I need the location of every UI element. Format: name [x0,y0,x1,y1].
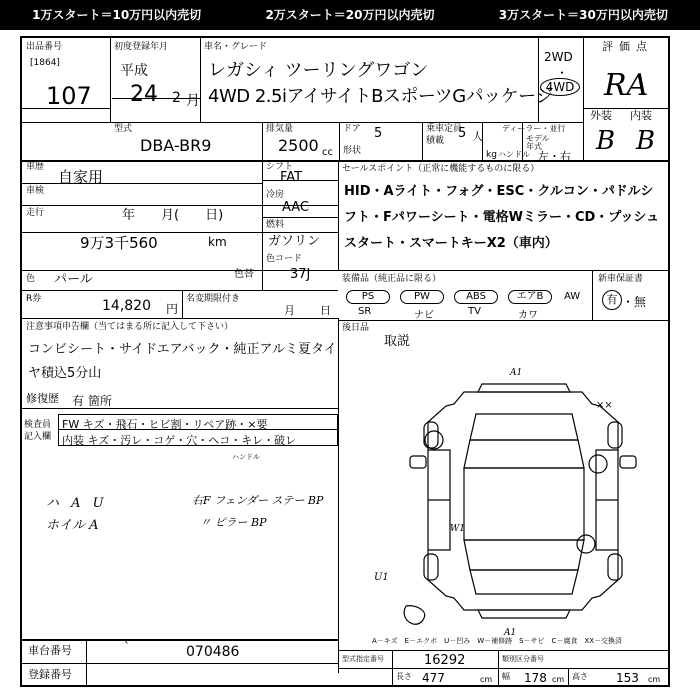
sales-point-line-1: HID・Aライト・フォグ・ESC・クルコン・パドルシ [344,184,654,199]
name-change-month: 月 [284,304,295,317]
color-value: パール [54,272,93,287]
sales-point-line-3: スタート・スマートキーX2（車内） [344,236,558,251]
damage-mark-a1-bottom: A1 [504,628,517,638]
recycle-value: 14,820 [102,298,151,314]
repair-value: 有 [72,394,85,408]
height-unit: cm [648,675,661,684]
width-unit: cm [552,675,565,684]
lot-sub: [1864] [30,58,60,68]
length-label: 長さ [396,672,412,681]
handwritten-note-b: ホイル A [46,518,99,533]
sales-point-label: セールスポイント（正常に機能するものに限る） [342,164,540,174]
checker-handle-note: ハンドル [232,453,260,461]
after-items-value: 取説 [384,334,411,349]
handwritten-note-a: ハ A U [46,496,108,511]
usage-value: 自家用 [58,168,104,186]
repair-unit: 箇所 [88,394,113,408]
type-number-value: 16292 [424,653,466,668]
interior-grade: B [636,126,656,156]
height-value: 153 [616,671,639,685]
doors-label: ドア [343,124,361,134]
color-label: 色 [26,274,36,284]
repair-label: 修復歴 [26,392,59,405]
after-items-label: 後日品 [342,323,370,333]
displacement-unit: cc [322,147,333,158]
equip-leather: カワ [518,310,538,321]
notes-label: 注意事項申告欄（当てはまる所に記入して下さい） [26,322,234,332]
checker-label-2: 記入欄 [24,432,52,442]
model-year-label: モデル [526,134,550,143]
drive-dot: ・ [556,66,569,80]
lot-number: 107 [46,82,92,110]
length-unit: cm [480,675,493,684]
mileage-label: 走行 [26,208,45,218]
displacement-label: 排気量 [266,124,294,134]
warranty-label: 新車保証書 [598,274,644,284]
registration-month: 2 [172,90,181,106]
handwritten-note-d: 〃 ピラー BP [200,516,267,529]
notes-line-2: ヤ積込5分山 [28,366,102,381]
exterior-grade: B [596,126,616,156]
length-value: 477 [422,671,445,685]
registration-month-unit: 月 [186,93,200,109]
class-number-label: 類別区分番号 [502,655,544,663]
damage-mark-a1-top: A1 [510,368,523,378]
notes-line-1: コンビシート・サイドエアバック・純正アルミ夏タイ [28,342,337,357]
shape-label: 形状 [343,146,362,156]
damage-mark-xx: ×× [596,400,613,411]
car-name: レガシィ ツーリングワゴン [208,60,429,81]
inspection-value: 年 月( 日) [122,208,224,223]
width-value: 178 [524,671,547,685]
handwritten-note-c: 右F フェンダー ステー BP [192,494,324,507]
load-unit: kg [486,150,497,160]
car-name-label: 車名・グレード [204,42,268,52]
equip-aw: AW [564,291,581,302]
grade-label: 評価点 [602,40,653,53]
warranty-yes-selected: 有 [602,290,622,310]
height-label: 高さ [572,672,588,681]
fuel-value: ガソリン [268,234,321,249]
recycle-label: R券 [26,294,42,304]
lot-label: 出品番号 [26,42,63,52]
color-code: 37J [290,267,311,282]
damage-diagram [394,370,654,630]
model-label: 型式 [114,124,133,134]
equip-pw: PW [400,290,444,304]
inspection-label: 車検 [26,186,45,196]
ac-value: AAC [282,200,309,215]
name-change-day: 日 [320,304,331,317]
year-label: 年式 [526,142,542,151]
banner-text-2: 2万スタート＝20万円以内売切 [265,8,435,22]
interior-label: 内装 [630,109,652,122]
dealer-label: ディーラー・並行 [502,124,566,133]
type-number-label: 型式指定番号 [342,655,384,663]
checker-label-1: 検査員 [24,420,52,430]
warranty-no: ・無 [622,295,647,309]
registration-year: 24 [130,82,158,107]
drive-4wd-selected: 4WD [540,78,580,96]
doors-value: 5 [374,126,383,141]
equip-tv: TV [468,306,481,317]
mileage-value: 9万3千560 [80,234,158,252]
equip-airbag: エアB [508,290,552,304]
banner-text-1: 1万スタート＝10万円以内売切 [32,8,202,22]
checker-row-interior: 内装 キズ・汚レ・コゲ・穴・ヘコ・キレ・破レ [62,434,297,447]
model-code: DBA-BR9 [140,136,212,155]
registration-label: 初度登録年月 [114,42,169,52]
checker-row-fw: FW キズ・飛石・ヒビ割・リペア跡・×要 [62,418,268,431]
capacity-unit: 人 [472,130,483,143]
fuel-label: 燃料 [266,220,285,230]
exterior-label: 外装 [590,109,612,122]
ac-label: 冷房 [266,190,285,200]
damage-legend: A－キズ E－エクボ U－凹み W－補修跡 S－サビ C－腐食 XX－交換済 [372,637,623,645]
name-change-label: 名変期限付き [186,294,241,304]
damage-mark-u1: U1 [374,572,389,583]
displacement-value: 2500 [278,136,319,155]
chassis-number: 070486 [186,644,240,660]
equip-ps: PS [346,290,390,304]
shift-value: FAT [280,170,303,185]
shift-label: シフト [266,162,294,172]
load-label: 積載 [426,136,445,146]
recycle-unit: 円 [166,302,179,316]
damage-mark-w1: W1 [450,524,465,534]
registration-era: 平成 [120,63,148,79]
color-code-label: 色コード [266,254,303,264]
mileage-unit: km [208,235,227,249]
width-label: 幅 [502,672,510,681]
chassis-label: 車台番号 [28,644,72,657]
capacity-value: 5 [458,126,467,141]
chassis-mark: ` [124,640,130,654]
handle-value: 左・右 [538,150,571,163]
grade-score: RA [604,68,649,103]
equip-sr: SR [358,306,372,317]
auction-banner [0,0,700,30]
equip-navi: ナビ [414,310,434,321]
registration-number-label: 登録番号 [28,668,72,681]
sales-point-line-2: フト・Fパワーシート・電格Wミラー・CD・プッシュ [344,210,660,225]
auction-sheet [20,36,670,687]
capacity-label: 乗車定員 [426,124,463,134]
equip-abs: ABS [454,290,498,304]
color-change-label: 色替 [234,269,254,280]
car-grade: 4WD 2.5iアイサイトBスポーツGパッケージ [208,86,553,107]
drive-2wd: 2WD [544,50,573,64]
equipment-label: 装備品（純正品に限る） [342,274,442,284]
handle-label: ハンドル [498,150,530,159]
usage-label: 車歴 [26,162,45,172]
banner-text-3: 3万スタート＝30万円以内売切 [498,8,668,22]
